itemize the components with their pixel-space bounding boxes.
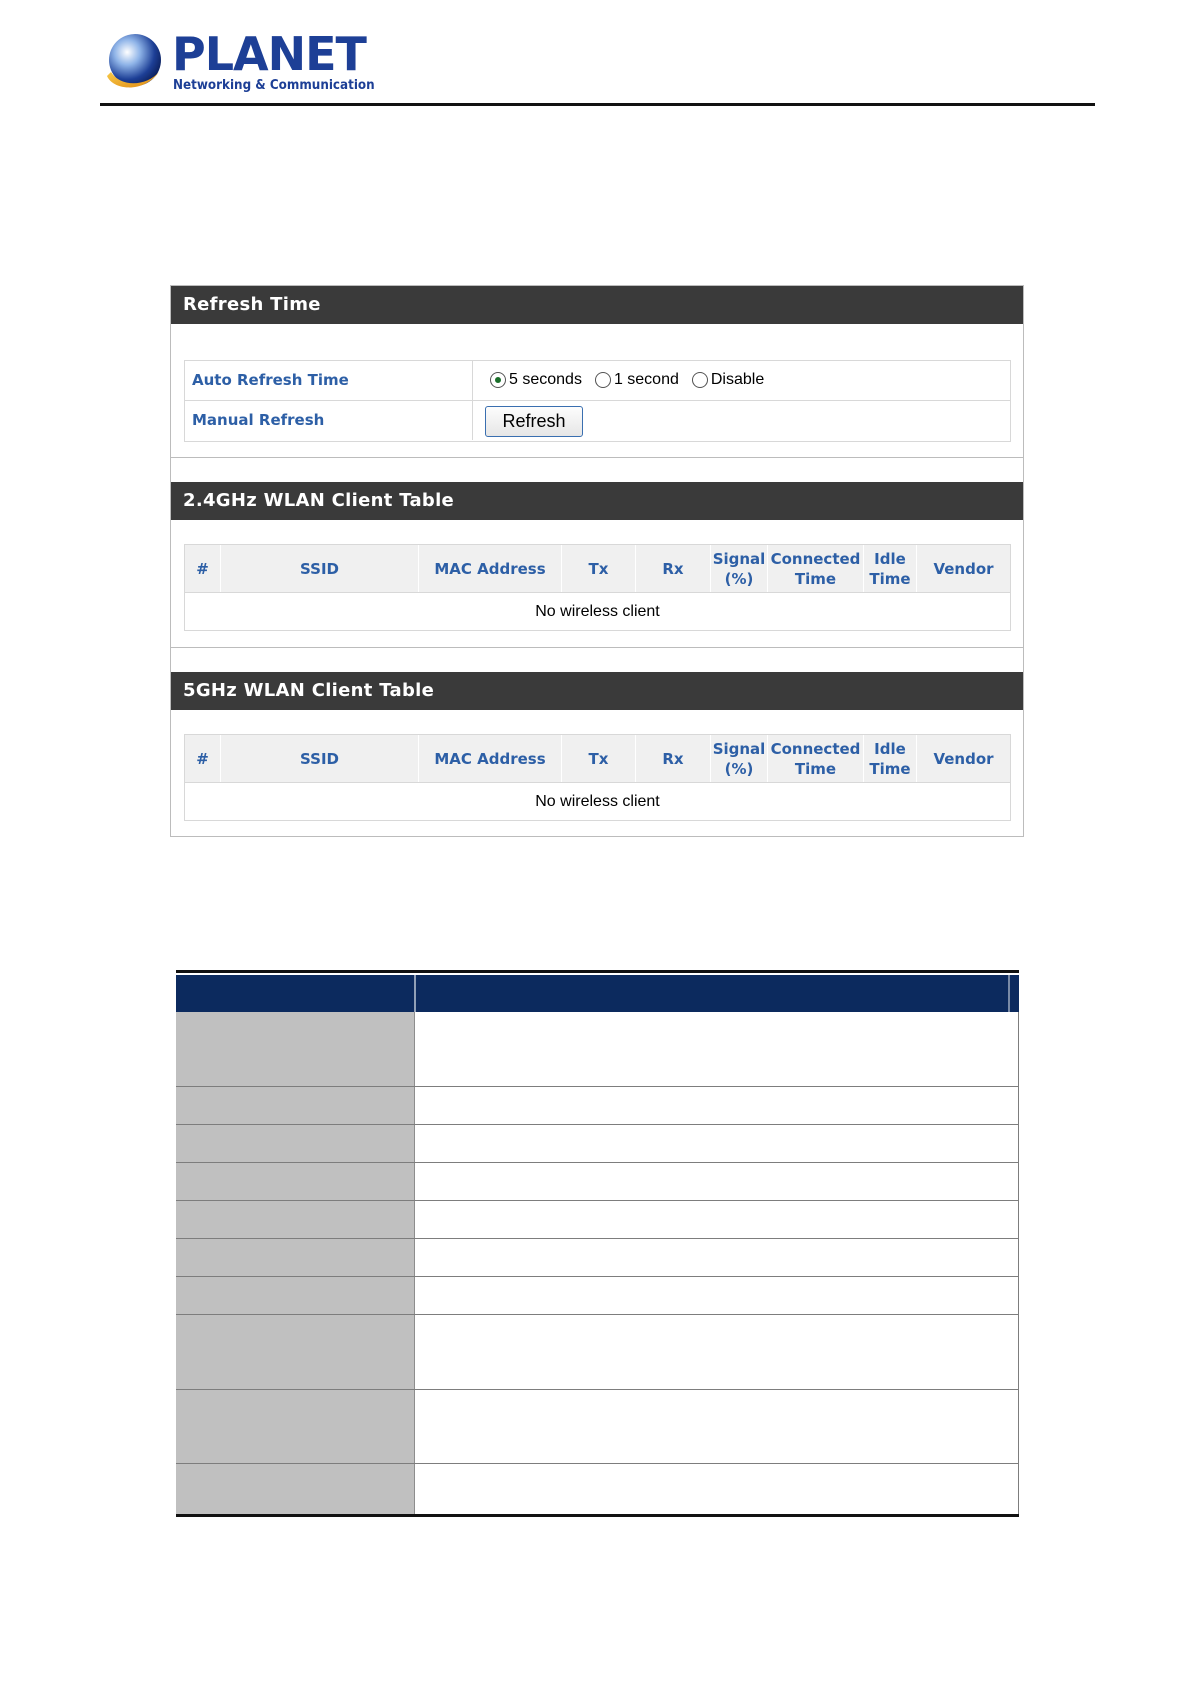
description-row	[176, 1315, 1019, 1390]
wlan24-title: 2.4GHz WLAN Client Table	[171, 482, 1023, 520]
manual-refresh-row	[185, 401, 1010, 440]
radio-1-second-label[interactable]: 1 second	[613, 371, 679, 388]
col-idle-time: Idle Time	[864, 545, 917, 592]
col-rx: Rx	[636, 735, 711, 782]
radio-disable-label[interactable]: Disable	[710, 371, 765, 388]
header-divider	[100, 103, 1095, 106]
wlan5-empty-message: No wireless client	[535, 793, 660, 810]
col-connected-time: Connected Time	[768, 545, 864, 592]
col-signal: Signal (%)	[711, 735, 768, 782]
brand-name: PLANET	[172, 27, 366, 81]
description-row	[176, 1125, 1019, 1163]
brand-tagline: Networking & Communication	[173, 78, 375, 93]
radio-5-seconds[interactable]	[490, 372, 506, 388]
col-ssid: SSID	[221, 545, 419, 592]
wlan24-client-table	[184, 544, 1011, 631]
wireless-client-panel	[170, 285, 1024, 837]
auto-refresh-options	[475, 361, 1010, 400]
auto-refresh-label: Auto Refresh Time	[185, 361, 473, 400]
radio-disable[interactable]	[692, 372, 708, 388]
description-row	[176, 1390, 1019, 1464]
refresh-time-table	[184, 360, 1011, 442]
page-header	[100, 28, 1095, 106]
description-row	[176, 1012, 1019, 1087]
description-row	[176, 1201, 1019, 1239]
radio-1-second[interactable]	[595, 372, 611, 388]
col-signal: Signal (%)	[711, 545, 768, 592]
section-divider	[171, 647, 1023, 648]
description-row	[176, 1277, 1019, 1315]
manual-refresh-label: Manual Refresh	[185, 401, 473, 440]
col-index: #	[185, 735, 221, 782]
description-row	[176, 1239, 1019, 1277]
wlan24-table-header	[185, 545, 1010, 593]
description-row	[176, 1087, 1019, 1125]
col-mac-address: MAC Address	[419, 545, 562, 592]
col-index: #	[185, 545, 221, 592]
wlan5-table-header	[185, 735, 1010, 783]
auto-refresh-row	[185, 361, 1010, 401]
col-connected-time: Connected Time	[768, 735, 864, 782]
refresh-button[interactable]: Refresh	[485, 406, 583, 437]
col-mac-address: MAC Address	[419, 735, 562, 782]
col-idle-time: Idle Time	[864, 735, 917, 782]
globe-logo-icon	[103, 32, 163, 92]
col-vendor: Vendor	[933, 749, 994, 768]
section-divider	[171, 457, 1023, 458]
table-bottom-rule	[176, 1514, 1019, 1517]
col-rx: Rx	[636, 545, 711, 592]
wlan5-client-table	[184, 734, 1011, 821]
wlan5-title: 5GHz WLAN Client Table	[171, 672, 1023, 710]
wlan24-empty-message: No wireless client	[535, 603, 660, 620]
col-vendor: Vendor	[933, 559, 994, 578]
description-table	[176, 970, 1019, 1518]
col-ssid: SSID	[221, 735, 419, 782]
description-row	[176, 1464, 1019, 1514]
refresh-time-title: Refresh Time	[171, 286, 1023, 324]
description-table-header	[176, 975, 1019, 1012]
col-tx: Tx	[562, 545, 636, 592]
planet-logo	[100, 27, 375, 98]
description-row	[176, 1163, 1019, 1201]
table-top-rule	[176, 970, 1019, 973]
radio-5-seconds-label[interactable]: 5 seconds	[509, 371, 582, 388]
col-tx: Tx	[562, 735, 636, 782]
